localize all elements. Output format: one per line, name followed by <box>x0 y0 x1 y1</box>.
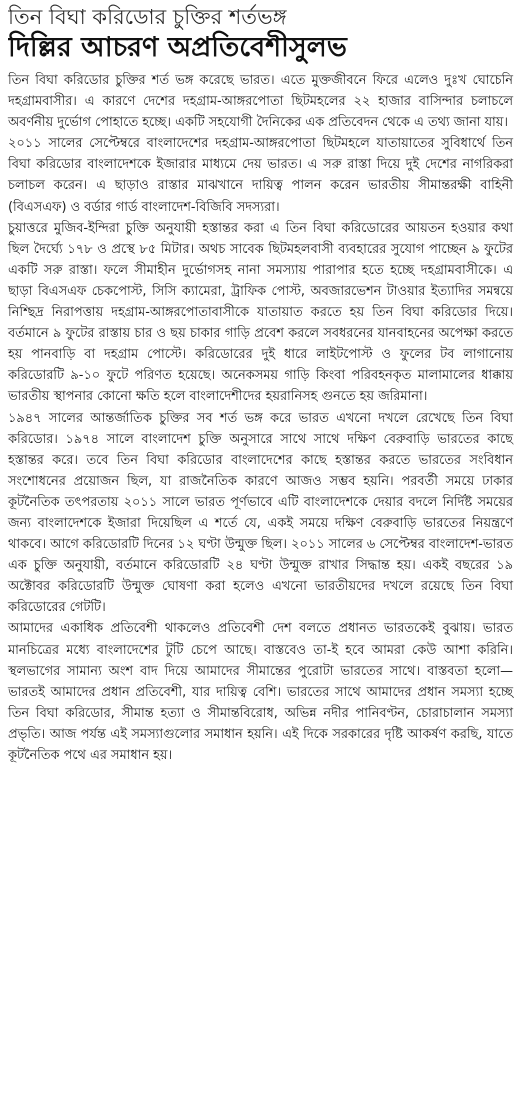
article-paragraph: ১৯৪৭ সালের আন্তর্জাতিক চুক্তির সব শর্ত ভঙ্গ করে ভারত এখনো দখলে রেখেছে তিন বিঘা করিডোর। ১৯৭৪ সালে বাংলাদেশ চুক্তি অনুসারে সাথে সাথে দক্ষিণ বেরুবাড়ি ভারতের কাছে হস্তান্তর করে। তবে তিন বিঘা করিডোর বাংলাদেশের কাছে হস্তান্তর করতে ভারতের সংবিধান সংশোধনের প্রয়োজন ছিল, যা রাজনৈতিক কারণে আজও সম্ভব হয়নি। পরবর্তী সময়ে ঢাকার কূটনৈতিক তৎপরতায় ২০১১ সালে ভারত পূর্ণভাবে এটি বাংলাদেশকে দেয়ার বদলে নির্দিষ্ট সময়ের জন্য বাংলাদেশকে ইজারা দিয়েছিল এ শর্তে যে, একই সময়ে দক্ষিণ বেরুবাড়ি ভারতের নিয়ন্ত্রণে থাকবে। আগে করিডোরটি দিনের ১২ ঘণ্টা উন্মুক্ত ছিল। ২০১১ সালের ৬ সেপ্টেম্বর বাংলাদেশ-ভারত এক চুক্তি অনুযায়ী, বর্তমানে করিডোরটি ২৪ ঘণ্টা উন্মুক্ত রাখার সিদ্ধান্ত হয়। একই বছরের ১৯ অক্টোবর করিডোরটি উন্মুক্ত ঘোষণা করা হলেও এখনো ভারতীয়দের দখলে রয়েছে তিন বিঘা করিডোরের গেটটি। <box>8 410 514 616</box>
article-paragraph: ২০১১ সালের সেপ্টেম্বরে বাংলাদেশের দহগ্রাম-আঙ্গরপোতা ছিটমহলে যাতায়াতের সুবিধার্থে তিন বিঘা করিডোর বাংলাদেশকে ইজারার মাধ্যমে দেয় ভারত। এ সরু রাস্তা দিয়ে দুই দেশের নাগরিকরা চলাচল করেন। এ ছাড়াও রাস্তার মাঝখানে দায়িত্ব পালন করেন ভারতীয় সীমান্তরক্ষী বাহিনী (বিএসএফ) ও বর্ডার গার্ড বাংলাদেশ-বিজিবি সদস্যরা। <box>8 136 513 215</box>
article-paragraph: আমাদের একাধিক প্রতিবেশী থাকলেও প্রতিবেশী দেশ বলতে প্রধানত ভারতকেই বুঝায়। ভারত মানচিত্রের মধ্যে বাংলাদেশের টুটি চেপে আছে। বাস্তবেও তা-ই হবে আমরা কেউ আশা করিনি। স্থলভাগের সামান্য অংশ বাদ দিয়ে আমাদের সীমান্তের পুরোটা ভারতের সাথে। বাস্তবতা হলো— ভারতই আমাদের প্রধান প্রতিবেশী, যার দায়িত্ব বেশি। ভারতের সাথে আমাদের প্রধান সমস্যা হচ্ছে তিন বিঘা করিডোর, সীমান্ত হত্যা ও সীমান্তবিরোধ, অভিন্ন নদীর পানিবণ্টন, চোরাচালান সমস্যা প্রভৃতি। আজ পর্যন্ত এই সমস্যাগুলোর সমাধান হয়নি। এই দিকে সরকারের দৃষ্টি আকর্ষণ করছি, যাতে কূটনৈতিক পথে এর সমাধান হয়। <box>8 621 513 763</box>
article-kicker: তিন বিঘা করিডোর চুক্তির শর্তভঙ্গ <box>8 5 287 29</box>
article-body <box>8 70 513 766</box>
article-headline: দিল্লির আচরণ অপ্রতিবেশীসুলভ <box>8 32 347 63</box>
article-paragraph: চুয়াত্তরে মুজিব-ইন্দিরা চুক্তি অনুযায়ী হস্তান্তর করা এ তিন বিঘা করিডোরের আয়তন হওয়ার কথা ছিল দৈর্ঘ্যে ১৭৮ ও প্রস্থে ৮৫ মিটার। অথচ সাবেক ছিটমহলবাসী ব্যবহারের সুযোগ পাচ্ছেন ৯ ফুটের একটি সরু রাস্তা। ফলে সীমাহীন দুর্ভোগসহ নানা সমস্যায় পারাপার হতে হচ্ছে দহগ্রামবাসীকে। এ ছাড়া বিএসএফ চেকপোস্ট, সিসি ক্যামেরা, ট্রাফিক পোস্ট, অবজারভেশন টাওয়ার ইত্যাদির সমন্বয়ে নিশ্ছিদ্র নিরাপত্তায় দহগ্রাম-আঙ্গরপোতাবাসীকে যাতায়াত করতে হয় তিন বিঘা করিডোর দিয়ে। বর্তমানে ৯ ফুটের রাস্তায় চার ও ছয় চাকার গাড়ি প্রবেশ করলে সবধরনের যানবাহনের অপেক্ষা করতে হয় পানবাড়ি বা দহগ্রাম পোস্টে। করিডোরের দুই ধারে লাইটপোস্ট ও ফুলের টব লাগানোয় করিডোরটি ৯-১০ ফুটে পরিণত হয়েছে। অনেকসময় গাড়ি কিংবা পরিবহনকৃত মালামালের ধাক্কায় ভারতীয় স্থাপনার কোনো ক্ষতি হলে বাংলাদেশীদের হয়রানিসহ গুনতে হয় জরিমানা। <box>8 220 513 405</box>
article-paragraph: তিন বিঘা করিডোর চুক্তির শর্ত ভঙ্গ করেছে ভারত। এতে মুক্তজীবনে ফিরে এলেও দুঃখ ঘোচেনি দহগ্রামবাসীর। এ কারণে দেশের দহগ্রাম-আঙ্গরপোতা ছিটমহলের ২২ হাজার বাসিন্দার চলাচলে অবর্ণনীয় দুর্ভোগ পোহাতে হচ্ছে। একটি সহযোগী দৈনিকের এক প্রতিবেদন থেকে এ তথ্য জানা যায়। <box>8 73 513 131</box>
